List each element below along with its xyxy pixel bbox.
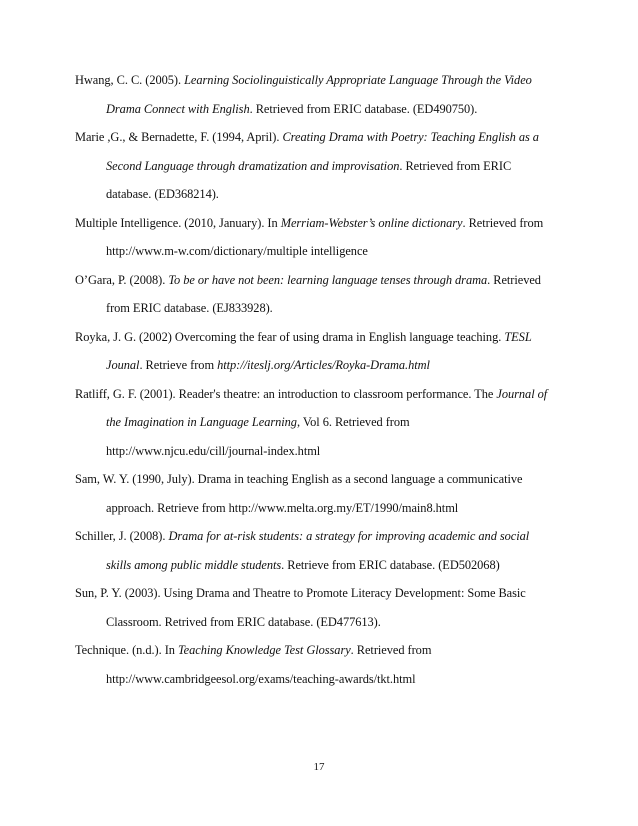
reference-entry-line (75, 130, 539, 145)
text-run: . Retrieved from (350, 643, 432, 657)
reference-entry-line (75, 73, 532, 88)
reference-continuation-line (106, 159, 511, 174)
text-run: O’Gara, P. (2008). (75, 272, 169, 287)
reference-entry-line (75, 472, 522, 487)
reference-continuation-line (106, 615, 381, 630)
reference-continuation-line (106, 244, 368, 259)
reference-continuation-line (106, 358, 430, 373)
text-run: . Retrieve from ERIC database. (ED502068) (281, 557, 500, 572)
reference-entry-line (75, 586, 526, 601)
reference-entry-line (75, 387, 547, 402)
text-run: Schiller, J. (2008). (75, 529, 169, 543)
text-run: Sam, W. Y. (1990, July). Drama in teaching English as a second language a communicative (75, 472, 523, 486)
text-run: Multiple Intelligence. (2010, January). In (75, 215, 281, 230)
reference-entry-line (75, 273, 541, 288)
text-run: , Vol 6. Retrieved from (296, 415, 410, 429)
page-number: 17 (313, 761, 325, 773)
text-run: from ERIC database. (EJ833928). (106, 301, 273, 315)
text-run: Marie ,G., & Bernadette, F. (1994, April). (75, 130, 283, 144)
text-run: . Retrieve from (139, 358, 218, 372)
text-run: Technique. (n.d.). In (75, 643, 178, 657)
italic-text: TESL (504, 329, 532, 344)
reference-entry-line (75, 643, 431, 658)
italic-text: Learning Sociolinguistically Appropriate Language Through the Video (184, 73, 532, 87)
italic-text: the Imagination in Language Learning (106, 415, 297, 429)
italic-text: skills among public middle students (106, 557, 282, 572)
reference-continuation-line (106, 672, 416, 687)
italic-text: Drama for at-risk students: a strategy for improving academic and social (168, 529, 530, 543)
italic-text: Teaching Knowledge Test Glossary (177, 643, 351, 657)
text-run: Sun, P. Y. (2003). Using Drama and Theatre to Promote Literacy Development: Some Basic (75, 586, 526, 600)
italic-text: Creating Drama with Poetry: Teaching English as a (282, 130, 539, 144)
italic-text: Drama Connect with English (106, 101, 250, 116)
reference-entry-line (75, 330, 532, 345)
text-run: Royka, J. G. (2002) Overcoming the fear of using drama in English language teaching. (75, 329, 505, 344)
text-run: approach. Retrieve from http://www.melta.org.my/ET/1990/main8.html (106, 500, 459, 515)
reference-entry-line (75, 529, 529, 544)
reference-continuation-line (106, 558, 500, 573)
italic-text: http://iteslj.org/Articles/Royka-Drama.html (217, 358, 430, 372)
reference-continuation-line (106, 415, 410, 430)
reference-entry-line (75, 216, 543, 231)
reference-continuation-line (106, 444, 320, 459)
reference-continuation-line (106, 102, 477, 117)
text-run: . Retrieved from ERIC (399, 158, 512, 173)
reference-continuation-line (106, 187, 219, 202)
reference-continuation-line (106, 301, 273, 316)
text-run: http://www.njcu.edu/cill/journal-index.html (106, 443, 321, 458)
italic-text: Journal of (496, 386, 548, 401)
italic-text: Jounal (106, 358, 140, 372)
text-run: Ratliff, G. F. (2001). Reader's theatre: an introduction to classroom performance. The (75, 386, 497, 401)
reference-continuation-line (106, 501, 458, 516)
text-run: . Retrieved from (462, 215, 544, 230)
text-run: database. (ED368214). (106, 187, 219, 201)
text-run: . Retrieved from ERIC database. (ED490750). (249, 101, 478, 116)
text-run: . Retrieved (487, 272, 541, 287)
text-run: Classroom. Retrived from ERIC database. (ED477613). (106, 614, 381, 629)
italic-text: To be or have not been: learning language tenses through drama (168, 272, 488, 287)
text-run: http://www.cambridgeesol.org/exams/teaching-awards/tkt.html (106, 671, 416, 686)
italic-text: Merriam-Webster’s online dictionary (280, 215, 463, 230)
italic-text: Second Language through dramatization and improvisation (106, 158, 400, 173)
text-run: Hwang, C. C. (2005). (75, 73, 185, 87)
text-run: http://www.m-w.com/dictionary/multiple intelligence (106, 244, 368, 258)
